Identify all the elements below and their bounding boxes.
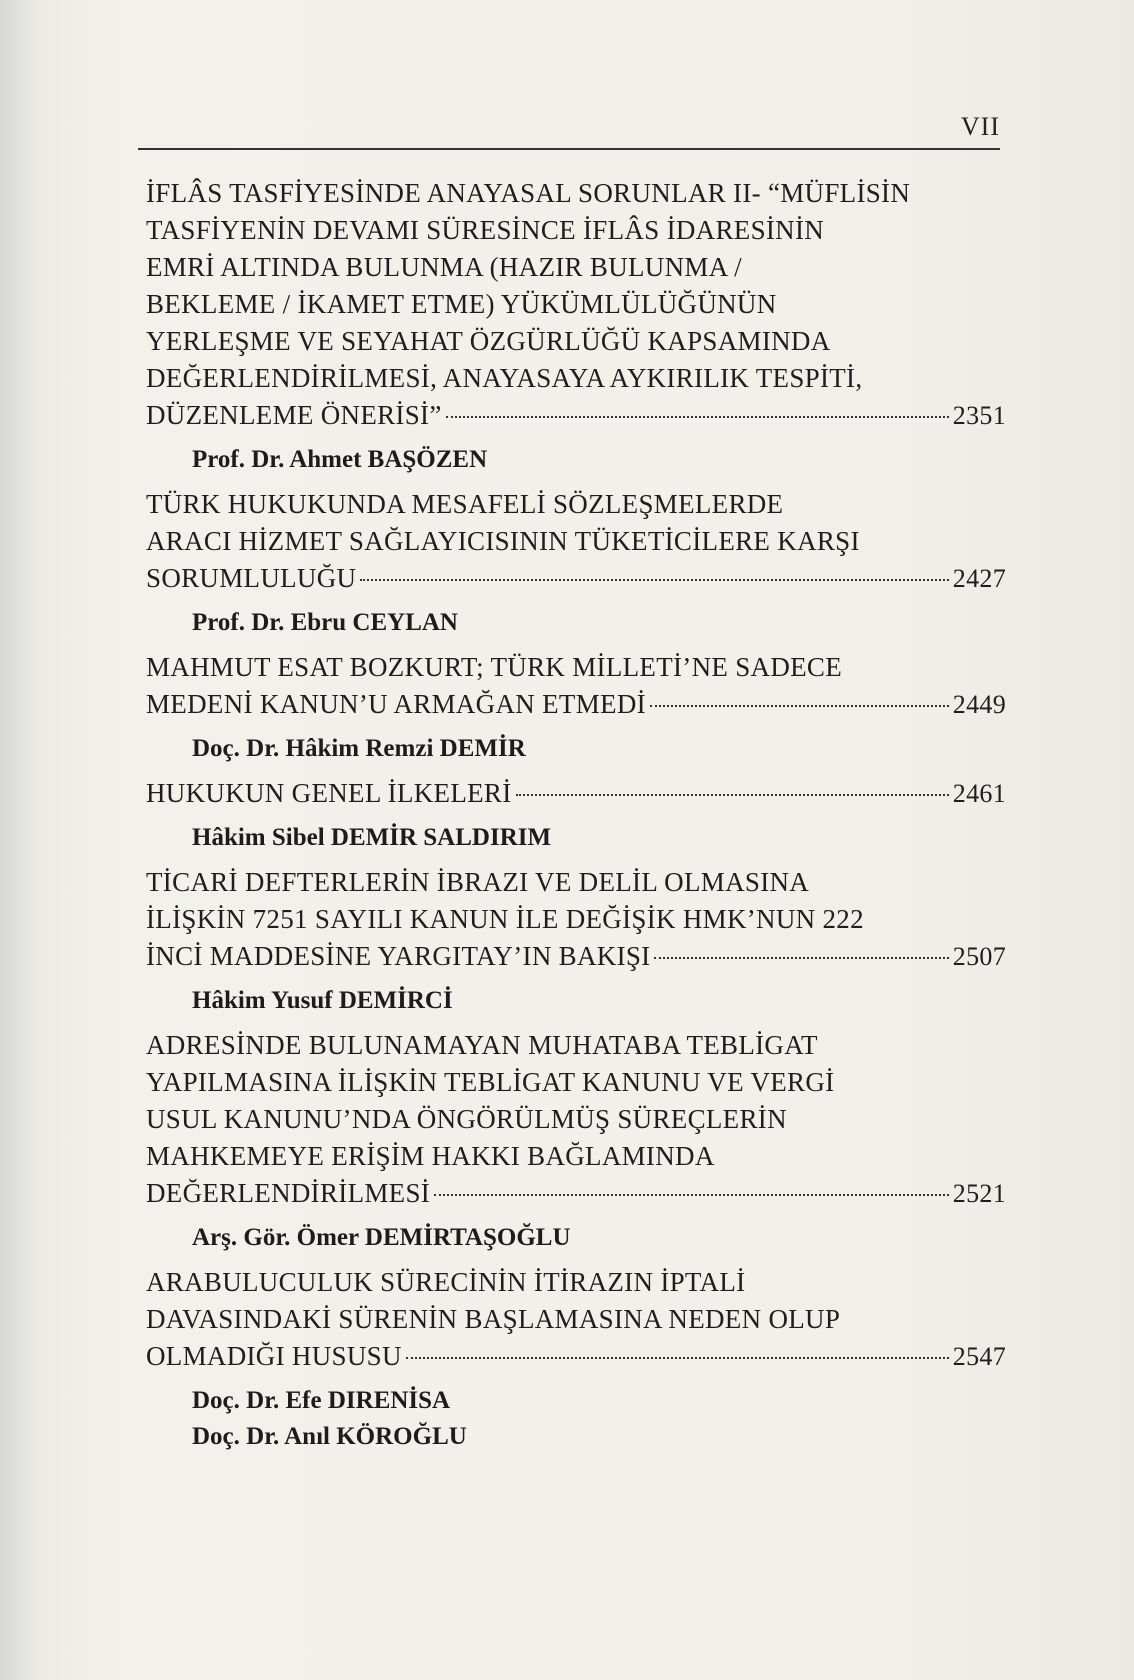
entry-page-number: 2427	[952, 564, 1006, 593]
toc-entry	[146, 775, 1006, 856]
title-line: DÜZENLEME ÖNERİSİ”	[146, 400, 442, 430]
entry-title	[146, 175, 1006, 434]
title-line: ARABULUCULUK SÜRECİNİN İTİRAZIN İPTALİ	[146, 1267, 746, 1297]
entry-authors	[146, 1383, 1006, 1455]
title-line: DEĞERLENDİRİLMESİ	[146, 1178, 431, 1208]
title-line: OLMADIĞI HUSUSU	[146, 1341, 402, 1371]
toc-entry	[146, 1027, 1006, 1256]
author-name: Doç. Dr. Anıl KÖROĞLU	[192, 1423, 467, 1450]
title-line: USUL KANUNU’NDA ÖNGÖRÜLMÜŞ SÜREÇLERİN	[146, 1104, 787, 1134]
dot-leader	[360, 579, 948, 581]
entry-title	[146, 1027, 1006, 1212]
entry-authors	[146, 983, 1006, 1019]
title-last-line	[146, 775, 1006, 812]
toc-entry	[146, 175, 1006, 478]
author-name: Hâkim Yusuf DEMİRCİ	[192, 987, 453, 1014]
entry-authors	[146, 1220, 1006, 1256]
author-name: Doç. Dr. Hâkim Remzi DEMİR	[192, 735, 526, 762]
author-name: Hâkim Sibel DEMİR SALDIRIM	[192, 824, 552, 851]
author-name: Arş. Gör. Ömer DEMİRTAŞOĞLU	[192, 1224, 571, 1251]
entry-page-number: 2521	[952, 1179, 1006, 1208]
entry-page-number: 2547	[952, 1342, 1006, 1371]
toc-entry	[146, 1264, 1006, 1455]
toc-entry	[146, 486, 1006, 641]
title-line: İNCİ MADDESİNE YARGITAY’IN BAKIŞI	[146, 941, 651, 971]
title-line: TÜRK HUKUKUNDA MESAFELİ SÖZLEŞMELERDE	[146, 489, 784, 519]
author-name: Doç. Dr. Efe DIRENİSA	[192, 1387, 451, 1414]
page-number: VII	[960, 112, 1000, 141]
toc-entry	[146, 864, 1006, 1019]
entry-page-number: 2507	[952, 942, 1006, 971]
title-line: MEDENİ KANUN’U ARMAĞAN ETMEDİ	[146, 689, 646, 719]
title-last-line	[146, 1338, 1006, 1375]
entry-authors	[146, 820, 1006, 856]
entry-title	[146, 486, 1006, 597]
entry-title	[146, 649, 1006, 723]
entry-page-number: 2449	[952, 690, 1006, 719]
title-last-line	[146, 686, 1006, 723]
entry-authors	[146, 442, 1006, 478]
entry-page-number: 2351	[952, 401, 1006, 430]
dot-leader	[654, 957, 948, 959]
table-of-contents	[146, 175, 1006, 1463]
dot-leader	[406, 1357, 949, 1359]
author-name: Prof. Dr. Ebru CEYLAN	[192, 609, 458, 636]
author-name: Prof. Dr. Ahmet BAŞÖZEN	[192, 446, 488, 473]
title-line: HUKUKUN GENEL İLKELERİ	[146, 778, 512, 808]
entry-title	[146, 864, 1006, 975]
toc-entry	[146, 649, 1006, 767]
entry-title	[146, 1264, 1006, 1375]
title-line: MAHMUT ESAT BOZKURT; TÜRK MİLLETİ’NE SADECE	[146, 652, 843, 682]
title-line: DEĞERLENDİRİLMESİ, ANAYASAYA AYKIRILIK TESPİTİ,	[146, 363, 863, 393]
title-last-line	[146, 1175, 1006, 1212]
dot-leader	[650, 705, 949, 707]
title-line: TASFİYENİN DEVAMI SÜRESİNCE İFLÂS İDARESİNİN	[146, 215, 825, 245]
title-line: İFLÂS TASFİYESİNDE ANAYASAL SORUNLAR II- “MÜFLİSİN	[146, 178, 911, 208]
title-line: MAHKEMEYE ERİŞİM HAKKI BAĞLAMINDA	[146, 1141, 715, 1171]
title-line: İLİŞKİN 7251 SAYILI KANUN İLE DEĞİŞİK HMK’NUN 222	[146, 904, 864, 934]
title-line: EMRİ ALTINDA BULUNMA (HAZIR BULUNMA /	[146, 252, 742, 282]
title-line: YAPILMASINA İLİŞKİN TEBLİGAT KANUNU VE VERGİ	[146, 1067, 835, 1097]
title-last-line	[146, 560, 1006, 597]
dot-leader	[446, 416, 949, 418]
title-line: BEKLEME / İKAMET ETME) YÜKÜMLÜLÜĞÜNÜN	[146, 289, 777, 319]
entry-authors	[146, 605, 1006, 641]
title-last-line	[146, 397, 1006, 434]
dot-leader	[434, 1194, 949, 1196]
page-header	[138, 108, 1000, 150]
title-line: SORUMLULUĞU	[146, 563, 357, 593]
title-line: ARACI HİZMET SAĞLAYICISININ TÜKETİCİLERE KARŞI	[146, 526, 860, 556]
dot-leader	[516, 794, 949, 796]
title-line: ADRESİNDE BULUNAMAYAN MUHATABA TEBLİGAT	[146, 1030, 818, 1060]
title-line: YERLEŞME VE SEYAHAT ÖZGÜRLÜĞÜ KAPSAMINDA	[146, 326, 831, 356]
entry-page-number: 2461	[952, 779, 1006, 808]
title-line: TİCARİ DEFTERLERİN İBRAZI VE DELİL OLMASINA	[146, 867, 810, 897]
title-line: DAVASINDAKİ SÜRENİN BAŞLAMASINA NEDEN OLUP	[146, 1304, 841, 1334]
title-last-line	[146, 938, 1006, 975]
entry-title	[146, 775, 1006, 812]
entry-authors	[146, 731, 1006, 767]
